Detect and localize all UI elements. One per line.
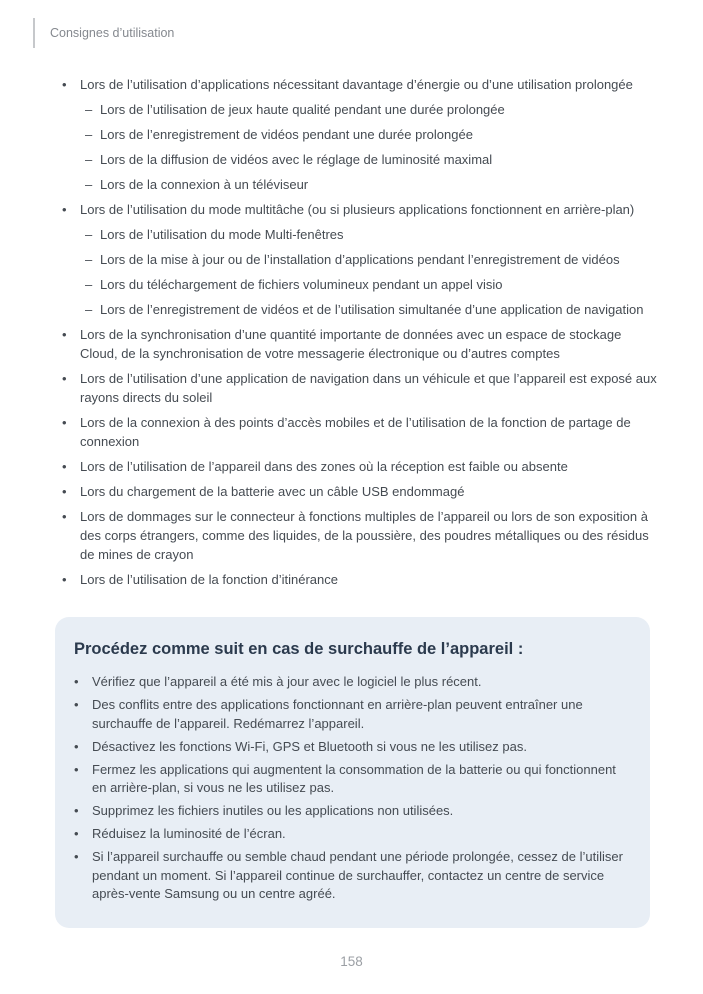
list-item-text: Lors du téléchargement de fichiers volumineux pendant un appel visio (100, 277, 503, 292)
list-item-text: Lors de l’utilisation de l’appareil dans des zones où la réception est faible ou absente (80, 459, 568, 474)
list-item-text: Des conflits entre des applications fonctionnant en arrière-plan peuvent entraîner une surchauffe de l’appareil. Redémarrez l’appareil. (92, 697, 583, 731)
list-item (74, 673, 624, 692)
list-item (85, 275, 660, 294)
list-item (74, 848, 624, 904)
bullet-icon: • (62, 77, 67, 92)
dash-icon: – (85, 152, 93, 167)
dash-icon: – (85, 102, 93, 117)
bullet-icon: • (74, 803, 79, 818)
list-item (62, 325, 660, 363)
dash-icon: – (85, 277, 93, 292)
bullet-icon: • (62, 459, 67, 474)
list-item-text: Lors du chargement de la batterie avec un câble USB endommagé (80, 484, 465, 499)
overheating-warning-box (55, 617, 650, 928)
list-item (85, 300, 660, 319)
list-item-text: Fermez les applications qui augmentent la consommation de la batterie ou qui fonctionnent en arrière-plan, si vous ne les utilisez pas. (92, 761, 616, 795)
list-item-text: Lors de l’enregistrement de vidéos et de l’utilisation simultanée d’une application de navigation (100, 302, 644, 317)
bullet-icon: • (74, 826, 79, 841)
warning-box-title: Procédez comme suit en cas de surchauffe de l’appareil : (74, 640, 524, 658)
list-item (62, 369, 660, 407)
list-item-text: Lors de la diffusion de vidéos avec le réglage de luminosité maximal (100, 152, 493, 167)
bullet-icon: • (74, 849, 79, 864)
bullet-icon: • (62, 509, 67, 524)
list-item (85, 250, 660, 269)
list-item-text: Lors de la connexion à un téléviseur (100, 177, 309, 192)
bullet-icon: • (62, 371, 67, 386)
sub-list (85, 225, 660, 319)
bullet-icon: • (74, 674, 79, 689)
dash-icon: – (85, 177, 93, 192)
sub-list (85, 100, 660, 194)
list-item-text: Lors de la connexion à des points d’accès mobiles et de l’utilisation de la fonction de partage de connexion (80, 415, 631, 449)
list-item-text: Réduisez la luminosité de l’écran. (92, 826, 286, 841)
list-item (62, 413, 660, 451)
dash-icon: – (85, 302, 93, 317)
bullet-icon: • (74, 697, 79, 712)
list-item (74, 696, 624, 733)
list-item-text: Lors de l’utilisation du mode multitâche (ou si plusieurs applications fonctionnent en arrière-plan) (80, 202, 635, 217)
usage-conditions-list (62, 75, 660, 589)
list-item-text: Lors de dommages sur le connecteur à fonctions multiples de l’appareil ou lors de son exposition à des corps étrangers, comme des liquides, de la poussière, des poudres métalliques ou des résidus de mines de crayon (80, 509, 649, 562)
list-item (85, 150, 660, 169)
bullet-icon: • (62, 327, 67, 342)
list-item (62, 200, 660, 219)
list-item (62, 75, 660, 94)
list-item (62, 570, 660, 589)
dash-icon: – (85, 227, 93, 242)
list-item (85, 125, 660, 144)
list-item-text: Lors de l’utilisation de jeux haute qualité pendant une durée prolongée (100, 102, 505, 117)
list-item (74, 738, 624, 757)
list-item (62, 482, 660, 501)
list-item (85, 100, 660, 119)
bullet-icon: • (74, 761, 79, 777)
list-item-text: Lors de la synchronisation d’une quantité importante de données avec un espace de stockage Cloud, de la synchronisation de votre messagerie électronique ou d’autres comptes (80, 327, 622, 361)
list-item-text: Lors de l’enregistrement de vidéos pendant une durée prolongée (100, 127, 473, 142)
list-item (85, 175, 660, 194)
list-item-text: Lors de l’utilisation d’applications nécessitant davantage d’énergie ou d’une utilisation prolongée (80, 77, 633, 92)
list-item-text: Vérifiez que l’appareil a été mis à jour avec le logiciel le plus récent. (92, 674, 482, 689)
list-item-text: Supprimez les fichiers inutiles ou les applications non utilisées. (92, 803, 454, 818)
bullet-icon: • (62, 415, 67, 430)
list-item-text: Lors de la mise à jour ou de l’installation d’applications pendant l’enregistrement de vidéos (100, 252, 620, 267)
bullet-icon: • (62, 572, 67, 587)
dash-icon: – (85, 252, 93, 267)
chapter-header: Consignes d’utilisation (33, 18, 703, 48)
list-item (85, 225, 660, 244)
list-item (74, 825, 624, 844)
list-item (74, 761, 624, 798)
list-item (62, 457, 660, 476)
list-item (74, 802, 624, 821)
warning-box-list (74, 673, 624, 904)
list-item-text: Lors de l’utilisation de la fonction d’itinérance (80, 572, 338, 587)
bullet-icon: • (62, 202, 67, 217)
bullet-icon: • (74, 738, 79, 754)
dash-icon: – (85, 127, 93, 142)
bullet-icon: • (62, 484, 67, 499)
list-item-text: Lors de l’utilisation du mode Multi-fenêtres (100, 227, 344, 242)
page-number: 158 (340, 954, 363, 969)
list-item-text: Désactivez les fonctions Wi-Fi, GPS et Bluetooth si vous ne les utilisez pas. (92, 738, 527, 754)
list-item-text: Si l’appareil surchauffe ou semble chaud pendant une période prolongée, cessez de l’utiliser pendant un moment. Si l’appareil continue de surchauffer, contactez un centre de service après-vente Samsung ou un centre agréé. (92, 849, 623, 901)
list-item-text: Lors de l’utilisation d’une application de navigation dans un véhicule et que l’appareil est exposé aux rayons directs du soleil (80, 371, 657, 405)
list-item (62, 507, 660, 564)
